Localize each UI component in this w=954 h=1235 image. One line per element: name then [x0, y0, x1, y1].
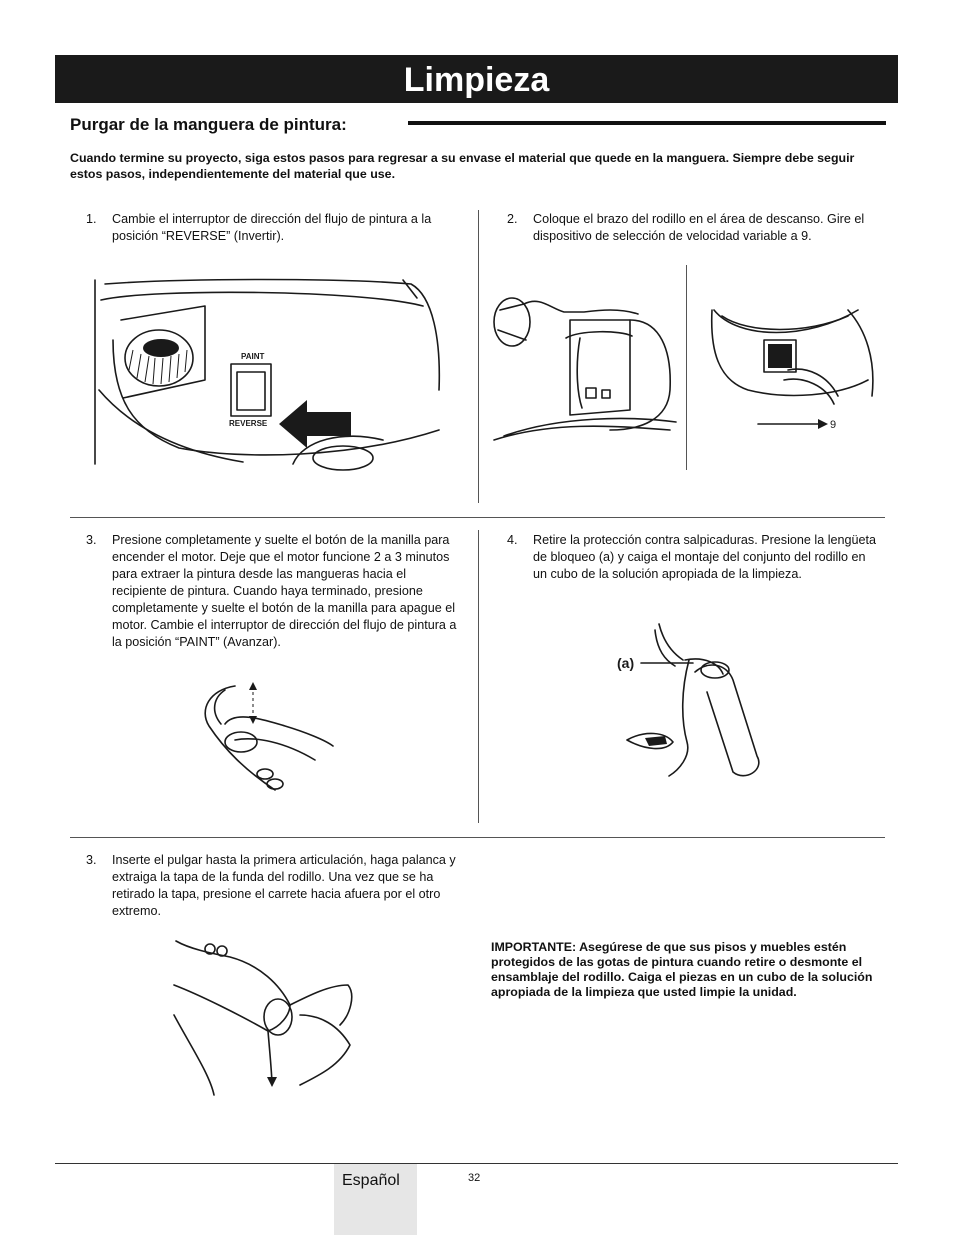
figure-speed-dial [708, 300, 878, 440]
row-divider-2 [70, 837, 885, 838]
column-divider-middle [478, 530, 479, 823]
figure-direction-switch [93, 280, 441, 464]
column-divider-top [478, 210, 479, 503]
step-5 [86, 852, 466, 932]
page-title: Limpieza [55, 55, 898, 103]
figure-2-divider [686, 265, 687, 470]
step-3 [86, 532, 466, 672]
figure-roller-cap [170, 935, 360, 1095]
step-number: 3. [86, 853, 97, 867]
speed-setting-label: 9 [830, 419, 837, 431]
row-divider-1 [70, 517, 885, 518]
step-number: 2. [507, 212, 518, 226]
step-number: 4. [507, 533, 518, 547]
figure-roller-release [615, 620, 775, 805]
section-title-rule [408, 121, 886, 125]
intro-paragraph: Cuando termine su proyecto, siga estos pasos para regresar a su envase el material que quede en la manguera. Siempre debe seguir estos pasos, independientemente del material que use. [70, 151, 855, 181]
step-number: 3. [86, 533, 97, 547]
section-title: Purgar de la manguera de pintura: [70, 115, 347, 134]
important-note: IMPORTANTE: Asegúrese de que sus pisos y muebles estén protegidos de las gotas de pintura cuando retire o desmonte el ensamblaje del rodillo. Caiga el piezas en un cubo de la solución apropiada de la limpieza que usted limpie la unidad. [491, 940, 873, 999]
step-text: Presione completamente y suelte el botón de la manilla para encender el motor. Deje que el motor funcione 2 a 3 minutos para extraer la pintura desde las mangueras hacia el recipiente de pintura. Cuando haya terminado, presione completamente y suelte el botón de la manilla para apague el motor. Cambie el interruptor de dirección del flujo de pintura a la posición “PAINT” (Avanzar). [112, 533, 457, 649]
page-number: 32 [468, 1172, 481, 1184]
arrow-left-icon [279, 400, 351, 448]
step-2 [507, 211, 887, 251]
language-label: Español [342, 1172, 400, 1189]
switch-reverse-label: REVERSE [229, 419, 268, 428]
arrow-down-icon [267, 1077, 277, 1087]
switch-paint-label: PAINT [241, 352, 265, 361]
step-1 [86, 211, 466, 251]
arrow-up-icon [249, 682, 257, 690]
step-4 [507, 532, 887, 612]
step-number: 1. [86, 212, 97, 226]
arrow-right-icon [818, 419, 828, 429]
figure-handle-button [195, 680, 335, 800]
step-text: Retire la protección contra salpicaduras. Presione la lengüeta de bloqueo (a) y caiga el montaje del conjunto del rodillo en un cubo de la solución apropiada de la limpieza. [533, 533, 877, 581]
step-text: Inserte el pulgar hasta la primera articulación, haga palanca y extraiga la tapa de la funda del rodillo. Una vez que se ha retirado la tapa, presione el carrete hacia afuera por el otro extremo. [112, 853, 456, 918]
figure-roller-rest [490, 290, 680, 445]
step-text: Cambie el interruptor de dirección del flujo de pintura a la posición “REVERSE” (Invertir). [112, 212, 432, 243]
footer-rule [55, 1163, 898, 1164]
step-text: Coloque el brazo del rodillo en el área de descanso. Gire el dispositivo de selección de velocidad variable a 9. [533, 212, 865, 243]
arrow-down-icon [249, 716, 257, 724]
callout-a-label: (a) [617, 655, 635, 671]
